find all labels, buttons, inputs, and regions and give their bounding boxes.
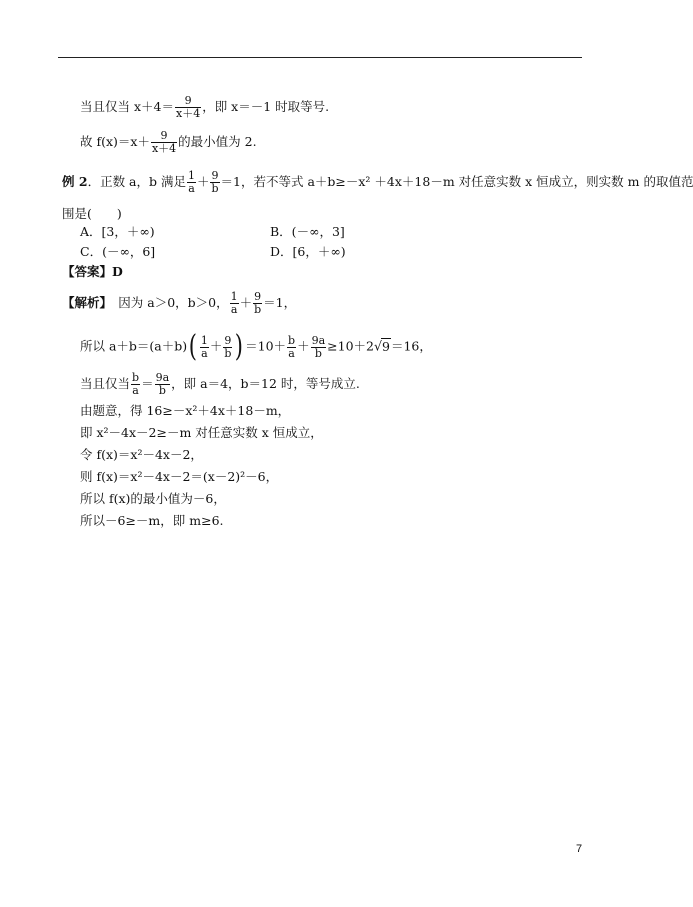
answer-label: 【答案】 xyxy=(62,264,113,279)
fraction: $\frac{9a}{b}$ xyxy=(155,371,170,397)
analysis-label: 【解析】 xyxy=(62,295,106,310)
sqrt-sign: √ xyxy=(374,338,382,354)
text-segment: ＝16， xyxy=(390,338,432,354)
fraction: $\frac{9a}{b}$ xyxy=(311,333,326,360)
text-segment: 因为 a＞0，b＞0， xyxy=(105,295,229,310)
equality-condition-line xyxy=(80,95,329,120)
solution-step-8: 所以－6≥－m，即 m≥6. xyxy=(80,513,224,528)
text-segment: ＝1， xyxy=(263,295,297,310)
solution-step-3: 由题意，得 16≥－x²＋4x＋18－m， xyxy=(80,403,291,418)
text-segment: ＝1，若不等式 a＋b≥－x² ＋4x＋18－m 对任意实数 x 恒成立，则实数 m 的取值范 xyxy=(220,174,693,189)
text-segment: 故 f(x)＝x＋ xyxy=(80,134,150,149)
text-segment: ．正数 a，b 满足 xyxy=(87,174,186,189)
option-c: C．(－∞，6] xyxy=(80,244,156,259)
solution-step-7: 所以 f(x)的最小值为－6， xyxy=(80,491,226,506)
left-paren: ( xyxy=(188,329,198,364)
solution-step-2: 当且仅当 $\frac{b}{a}$ ＝ $\frac{9a}{b}$ ，即 a＝4，b＝12 时，等号成立. xyxy=(80,371,360,397)
option-b: B．(－∞，3] xyxy=(270,224,345,239)
example-2-statement: 例 2．正数 a，b 满足 $\frac{1}{a}$ ＋ $\frac{9}{b}$ ＝1，若不等式 a＋b≥－x² ＋4x＋18－m 对任意实数 x 恒成立，则实数 m 的取值范 xyxy=(62,169,693,195)
fraction: $\frac{b}{a}$ xyxy=(132,371,140,397)
header-rule xyxy=(58,57,582,58)
example-label: 例 2 xyxy=(62,174,88,189)
text-segment: ≥10＋2 xyxy=(327,338,375,354)
fraction: $\frac{1}{a}$ xyxy=(200,333,208,360)
radicand: 9 xyxy=(381,338,390,354)
text-segment: 当且仅当 x＋4＝ xyxy=(80,99,174,114)
solution-step-6: 则 f(x)＝x²－4x－2＝(x－2)²－6， xyxy=(80,469,279,484)
fraction: $\frac{1}{a}$ xyxy=(187,169,195,195)
fraction: $\frac{9}{x+4}$ xyxy=(175,94,201,120)
text-segment: 所以 a＋b＝(a＋b) xyxy=(80,338,188,354)
answer-line xyxy=(62,264,123,280)
example-2-continuation: 围是( ) xyxy=(62,206,122,221)
analysis-line: 【解析】 因为 a＞0，b＞0， $\frac{1}{a}$ ＋ $\frac{9}{b}$ ＝1， xyxy=(62,290,297,316)
solution-step-1: 所以 a＋b＝(a＋b)( $\frac{1}{a}$ ＋ $\frac{9}{b}$ ) ＝10＋ $\frac{b}{a}$ ＋ $\frac{9a}{b}$ ≥10＋2√9＝16， xyxy=(80,329,432,364)
fraction: $\frac{b}{a}$ xyxy=(288,333,296,360)
answer-value: D xyxy=(112,264,123,279)
fraction: $\frac{9}{b}$ xyxy=(254,290,262,316)
fraction: $\frac{1}{a}$ xyxy=(230,290,238,316)
solution-step-5: 令 f(x)＝x²－4x－2， xyxy=(80,447,203,462)
minimum-value-line xyxy=(80,130,257,155)
option-d: D．[6，＋∞) xyxy=(270,244,346,259)
text-segment: 当且仅当 xyxy=(80,376,131,391)
solution-step-4: 即 x²－4x－2≥－m 对任意实数 x 恒成立， xyxy=(80,425,323,440)
text-segment: 的最小值为 2. xyxy=(178,134,257,149)
option-a: A．[3，＋∞) xyxy=(80,224,155,239)
right-paren: ) xyxy=(235,329,244,364)
text-segment: ，即 x＝－1 时取等号. xyxy=(202,99,330,114)
text-segment: ，即 a＝4，b＝12 时，等号成立. xyxy=(171,376,360,391)
page-number: 7 xyxy=(576,843,583,855)
fraction: $\frac{9}{b}$ xyxy=(211,169,219,195)
fraction: $\frac{9}{b}$ xyxy=(224,333,232,360)
fraction: $\frac{9}{x+4}$ xyxy=(151,129,177,155)
text-segment: ＝10＋ xyxy=(245,338,287,354)
